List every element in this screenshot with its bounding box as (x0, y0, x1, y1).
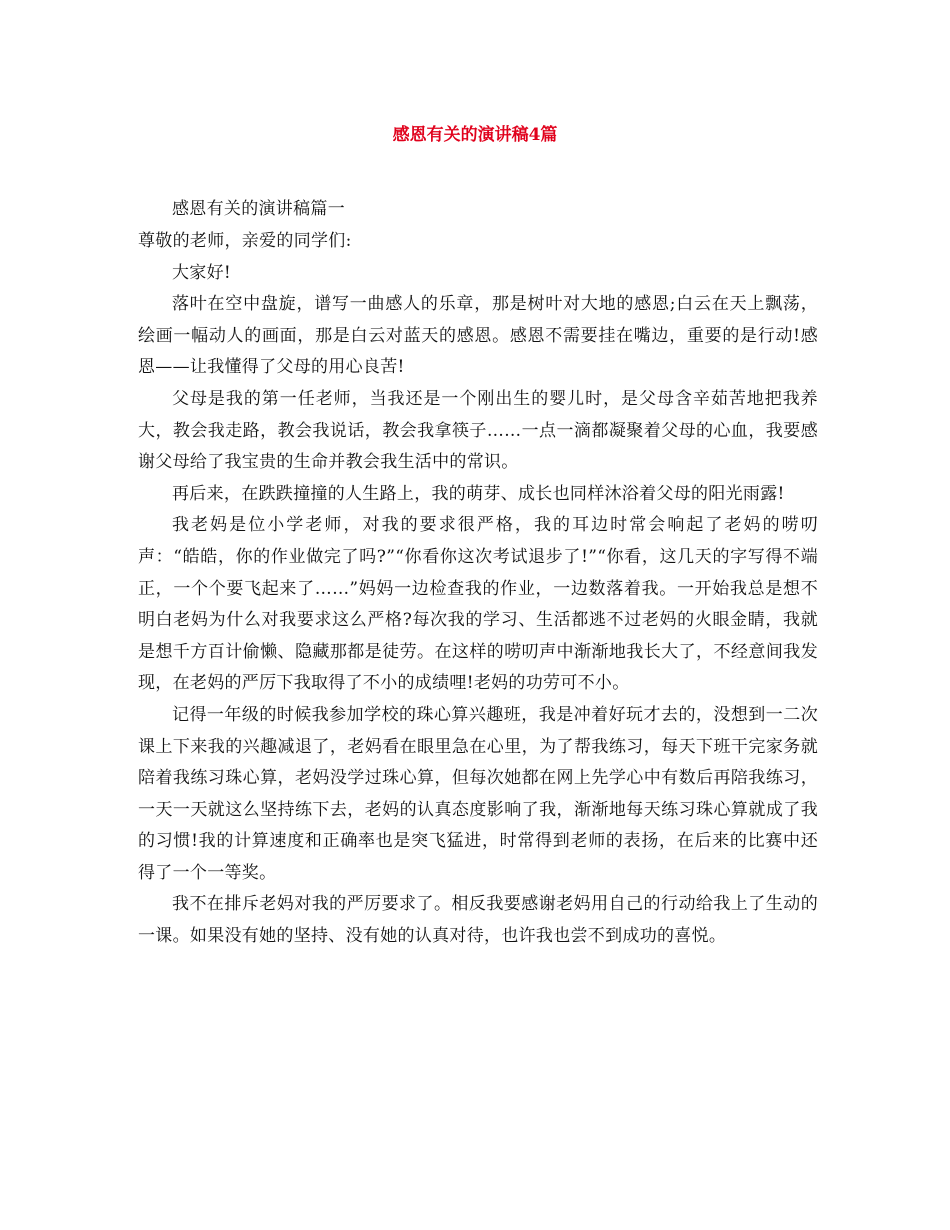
document-title: 感恩有关的演讲稿4篇 (392, 125, 558, 145)
document-body (138, 192, 818, 953)
greeting: 大家好! (172, 262, 232, 283)
section-heading: 感恩有关的演讲稿篇一 (172, 199, 345, 219)
paragraph: 再后来，在跌跌撞撞的人生路上，我的萌芽、成长也同样沐浴着父母的阳光雨露! (172, 483, 785, 504)
paragraph: 我不在排斥老妈对我的严厉要求了。相反我要感谢老妈用自己的行动给我上了生动的一课。如果没有她的坚持、没有她的认真对待，也许我也尝不到成功的喜悦。 (138, 894, 818, 947)
paragraph: 父母是我的第一任老师，当我还是一个刚出生的婴儿时，是父母含辛茹苦地把我养大，教会我走路，教会我说话，教会我拿筷子……一点一滴都凝聚着父母的心血，我要感谢父母给了我宝贵的生命并教会我生活中的常识。 (138, 388, 818, 473)
paragraph: 我老妈是位小学老师，对我的要求很严格，我的耳边时常会响起了老妈的唠叨声：“皓皓，你的作业做完了吗?”“你看你这次考试退步了!”“你看，这几天的字写得不端正，一个个要飞起来了……”妈妈一边检查我的作业，一边数落着我。一开始我总是想不明白老妈为什么对我要求这么严格?每次我的学习、生活都逃不过老妈的火眼金睛，我就是想千方百计偷懒、隐藏那都是徒劳。在这样的唠叨声中渐渐地我长大了，不经意间我发现，在老妈的严厉下我取得了不小的成绩哩!老妈的功劳可不小。 (138, 515, 818, 694)
salutation: 尊敬的老师，亲爱的同学们: (138, 231, 352, 251)
paragraph: 记得一年级的时候我参加学校的珠心算兴趣班，我是冲着好玩才去的，没想到一二次课上下来我的兴趣减退了，老妈看在眼里急在心里，为了帮我练习，每天下班干完家务就陪着我练习珠心算，老妈没学过珠心算，但每次她都在网上先学心中有数后再陪我练习，一天一天就这么坚持练下去，老妈的认真态度影响了我，渐渐地每天练习珠心算就成了我的习惯!我的计算速度和正确率也是突飞猛进，时常得到老师的表扬，在后来的比赛中还得了一个一等奖。 (138, 704, 818, 883)
paragraph: 落叶在空中盘旋，谱写一曲感人的乐章，那是树叶对大地的感恩;白云在天上飘荡，绘画一幅动人的画面，那是白云对蓝天的感恩。感恩不需要挂在嘴边，重要的是行动!感恩——让我懂得了父母的用心良苦! (138, 294, 818, 378)
